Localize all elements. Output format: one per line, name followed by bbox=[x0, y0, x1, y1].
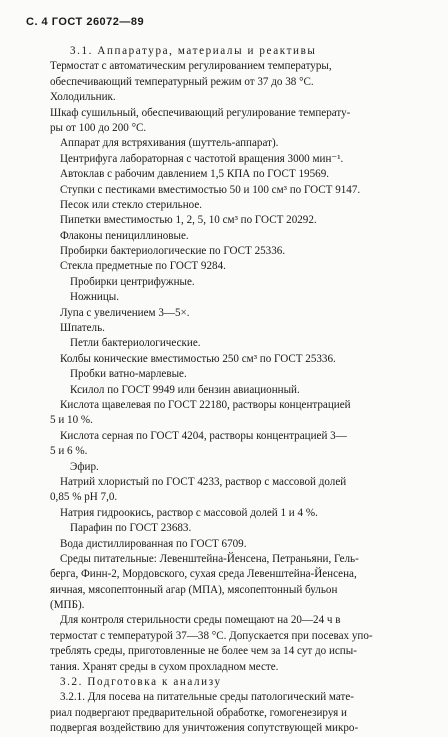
text-line: Петли бактериологические. bbox=[70, 337, 201, 350]
document-body bbox=[50, 44, 426, 737]
text-line: (МПБ). bbox=[50, 599, 85, 612]
text-line: 5 и 10 %. bbox=[50, 414, 93, 427]
text-line: Лупа с увеличением 3—5×. bbox=[60, 306, 190, 319]
text-line: Флаконы пенициллиновые. bbox=[60, 229, 189, 242]
text-line: Пробирки бактериологические по ГОСТ 25336. bbox=[60, 245, 286, 258]
text-line: Вода дистиллированная по ГОСТ 6709. bbox=[60, 537, 247, 550]
text-line: Холодильник. bbox=[50, 91, 116, 104]
text-line: Песок или стекло стерильное. bbox=[60, 198, 203, 211]
text-line: Пробирки центрифужные. bbox=[70, 275, 195, 288]
text-line: Среды питательные: Левенштейна-Йенсена, Петраньяни, Гель- bbox=[60, 552, 359, 565]
text-line: Пипетки вместимостью 1, 2, 5, 10 см³ по ГОСТ 20292. bbox=[60, 214, 317, 227]
text-line: тания. Хранят среды в сухом прохладном месте. bbox=[50, 660, 279, 673]
text-line: Натрия гидроокись, раствор с массовой долей 1 и 4 %. bbox=[60, 506, 318, 519]
text-line: Пробки ватно-марлевые. bbox=[70, 368, 187, 381]
text-line: Ножницы. bbox=[70, 291, 119, 304]
text-line: Колбы конические вместимостью 250 см³ по ГОСТ 25336. bbox=[60, 352, 336, 365]
text-line: Термостат с автоматическим регулированием температуры, bbox=[50, 60, 332, 73]
page-header: С. 4 ГОСТ 26072—89 bbox=[26, 16, 145, 28]
text-line: Ксилол по ГОСТ 9949 или бензин авиационный. bbox=[70, 383, 300, 396]
text-line: Шкаф сушильный, обеспечивающий регулирование температу- bbox=[50, 106, 351, 119]
text-line: Ступки с пестиками вместимостью 50 и 100 см³ по ГОСТ 9147. bbox=[60, 183, 361, 196]
text-line: Парафин по ГОСТ 23683. bbox=[70, 522, 192, 535]
text-line: риал подвергают предварительной обработке, гомогенезируя и bbox=[50, 706, 347, 719]
text-line: обеспечивающий температурный режим от 37 до 38 °С. bbox=[50, 75, 314, 88]
section-heading: 3.1. Аппаратура, материалы и реактивы bbox=[70, 45, 317, 57]
text-line: 0,85 % рН 7,0. bbox=[50, 491, 118, 504]
text-line: ры от 100 до 200 °С. bbox=[50, 121, 147, 134]
text-line: Центрифуга лабораторная с частотой вращения 3000 мин⁻¹. bbox=[60, 152, 344, 165]
text-line: Автоклав с рабочим давлением 1,5 КПА по ГОСТ 19569. bbox=[60, 168, 330, 181]
text-line: Шпатель. bbox=[60, 322, 105, 335]
section-heading: 3.2. Подготовка к анализу bbox=[60, 676, 222, 689]
text-line: Аппарат для встряхивания (шуттель-аппарат). bbox=[60, 137, 279, 150]
text-line: Для контроля стерильности среды помещают на 20—24 ч в bbox=[60, 614, 341, 627]
text-line: Эфир. bbox=[70, 460, 99, 473]
text-line: 3.2.1. Для посева на питательные среды патологический мате- bbox=[60, 691, 354, 704]
text-line: Кислота щавелевая по ГОСТ 22180, растворы концентрацией bbox=[60, 398, 351, 411]
text-line: треблять среды, приготовленные не более чем за 14 сут до испы- bbox=[50, 645, 357, 658]
text-line: Натрий хлористый по ГОСТ 4233, раствор с массовой долей bbox=[60, 475, 347, 488]
text-line: яичная, мясопептонный агар (МПА), мясопептонный бульон bbox=[50, 583, 338, 596]
text-line: термостат с температурой 37—38 °С. Допускается при посевах упо- bbox=[50, 629, 373, 642]
text-line: Стекла предметные по ГОСТ 9284. bbox=[60, 260, 226, 273]
text-line: берга, Финн-2, Мордовского, сухая среда Левенштейна-Йенсена, bbox=[50, 568, 357, 581]
text-line: Кислота серная по ГОСТ 4204, растворы концентрацией 3— bbox=[60, 429, 347, 442]
text-line: подвергая воздействию для уничтожения сопутствующей микро- bbox=[50, 722, 359, 735]
text-line: 5 и 6 %. bbox=[50, 445, 88, 458]
